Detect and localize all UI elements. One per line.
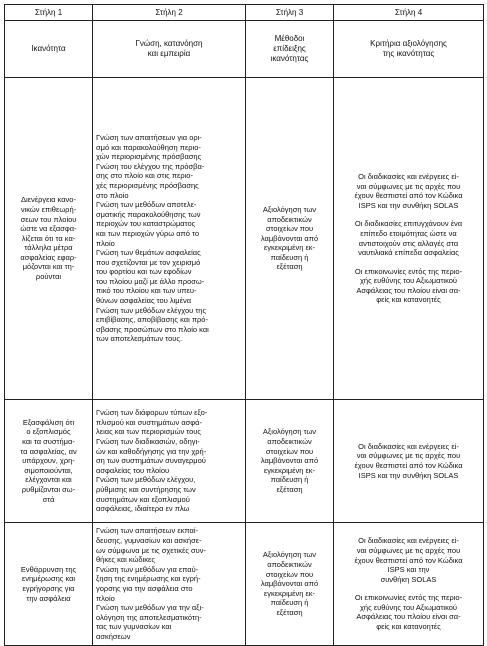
text-line: ασφαλείας του πλοίου (96, 465, 170, 475)
text-line: σματικής παρακολούθησης των (96, 209, 201, 219)
competence-cell (5, 523, 93, 646)
text-line: πλοίο (96, 593, 115, 603)
paragraph-gap (337, 584, 480, 593)
column-header-4: Στήλη 4 (334, 5, 484, 21)
text-line: ρούνται (35, 272, 62, 282)
text-line: ασφάλειας, ιδιαίτερα εν πλω (96, 504, 190, 514)
text-line: εγκεκριμένη εκ- (263, 465, 316, 475)
text-line: συστημάτων και εξοπλισμού (96, 494, 190, 504)
text-line: παίδευση ή (270, 598, 309, 608)
column-title-criteria (334, 21, 484, 78)
criteria-cell (334, 523, 484, 646)
text-line: τάλληλα μέτρα (24, 243, 73, 253)
text-line: ρύθμισης και συντήρησης των (96, 484, 196, 494)
text-line: στά (42, 494, 55, 504)
column-header-3: Στήλη 3 (246, 5, 334, 21)
text-line: λειας και των περιορισμών τους (96, 427, 202, 437)
competence-table (4, 4, 484, 646)
text-line: τα ασφαλείας, αν (20, 446, 77, 456)
column-title-competence (5, 21, 93, 78)
column-title-methods (246, 21, 334, 78)
criteria-cell (334, 400, 484, 523)
text-line: Ασφάλειας του πλοίου είναι σα- (356, 285, 461, 295)
text-line: ναι σύμφωνες με τις αρχές που (356, 545, 461, 555)
text-line: Γνώση των διαδικασιών, οδηγι- (96, 437, 200, 447)
text-line: του πλοίου μαζί με άλλο προσω- (96, 276, 205, 286)
methods-cell (246, 400, 334, 523)
text-line: που σχετίζονται με τον χειρισμό (96, 257, 201, 267)
text-line: Οι διαδικασίες επιτυγχάνουν ένα (354, 219, 463, 229)
text-line: ξηση της ενημέρωσης και εγρή- (96, 574, 201, 584)
text-line: Γνώση των μεθόδων ελέγχου της (96, 305, 207, 315)
table-row (5, 78, 484, 400)
text-line: συνθήκη SOLAS (380, 574, 437, 584)
text-line: νικών επιθεωρή- (20, 204, 77, 214)
methods-cell (246, 523, 334, 646)
text-line: στοιχείων που (265, 446, 314, 456)
text-line: ρυθμίζονται σω- (21, 484, 76, 494)
text-line: αποδεικτικών (267, 214, 312, 224)
text-line: αποδεικτικών (267, 437, 312, 447)
text-line: Οι επικοινωνίες εντός της περιο- (354, 266, 463, 276)
text-line: Ασφάλειας του πλοίου είναι σα- (356, 612, 461, 622)
column-title-row (5, 21, 484, 78)
column-header-2: Στήλη 2 (93, 5, 246, 21)
text-line: χών περιορισμένης πρόσβασης (96, 152, 202, 162)
knowledge-cell (93, 400, 246, 523)
text-line: Οι διαδικασίες και ενέργειες εί- (358, 171, 459, 181)
competence-cell (5, 78, 93, 400)
text-line: πλισμού και συστημάτων ασφά- (96, 417, 202, 427)
text-line: χές περιορισμένης πρόσβασης (96, 180, 199, 190)
text-line: εγρήγορσης για (22, 584, 75, 593)
paragraph-gap (337, 210, 480, 219)
text-line: σβασης προσώπων στο πλοίο και (96, 324, 209, 334)
methods-cell (246, 78, 334, 400)
text-line: ISPS και την συνθήκη SOLAS (358, 200, 459, 210)
text-line: αποδεικτικών (267, 560, 312, 570)
text-line: της ικανότητας (382, 49, 435, 58)
text-line: Γνώση των μεθόδων ελέγχου, (96, 475, 196, 485)
text-line: λίζεται ότι τα κα- (21, 233, 76, 243)
table-row (5, 400, 484, 523)
text-line: τας των γυμνασίων και (96, 622, 172, 632)
text-line: παίδευση ή (270, 252, 309, 262)
competence-cell (5, 400, 93, 523)
text-line: Διενέργεια κανο- (21, 195, 76, 205)
text-line: ναι σύμφωνες με τις αρχές που (356, 181, 461, 191)
text-line: και των περιοχών γύρω από το (96, 228, 199, 238)
text-line: ναυτιλιακά επίπεδα ασφαλείας (358, 248, 459, 258)
text-line: Οι επικοινωνίες εντός της περιο- (354, 593, 463, 603)
text-line: Γνώση, κατανόηση (135, 39, 203, 48)
text-line: ασκήσεων (96, 631, 131, 641)
text-line: στοιχείων που (265, 224, 314, 234)
text-line: Αξιολόγηση των (262, 204, 317, 214)
text-line: πλοίο (96, 238, 115, 248)
text-line: ελέγχονται και (25, 475, 72, 485)
text-line: δευσης, γυμνασίων και ασκήσε- (96, 536, 202, 546)
text-line: γορσης για την ασφάλεια στο (96, 584, 193, 593)
text-line: ων σύμφωνα με τις σχετικές συν- (96, 545, 207, 555)
text-line: Ενθάρρυνση της (20, 564, 77, 574)
text-line: λαμβάνονται από (260, 579, 319, 589)
text-line: ασφαλείας εφαρ- (20, 252, 77, 262)
paragraph-gap (337, 258, 480, 267)
text-line: σμό και παρακολούθηση περιο- (96, 142, 201, 152)
text-line: στοιχείων που (265, 569, 314, 579)
text-line: Γνώση των μεθόδων αποτελε- (96, 200, 197, 210)
text-line: θήκες και κώδικες (96, 555, 155, 565)
text-line: επίδειξης (273, 44, 306, 53)
text-line: εξέταση (276, 484, 303, 494)
knowledge-cell (93, 523, 246, 646)
text-line: Αξιολόγηση των (262, 550, 317, 560)
text-line: ση των συστημάτων συναγερμού (96, 456, 206, 466)
text-line: Οι διαδικασίες και ενέργειες εί- (358, 536, 459, 546)
text-line: επίπεδο ετοιμότητας ώστε να (360, 228, 457, 238)
text-line: ναι σύμφωνες με τις αρχές που (356, 451, 461, 461)
text-line: Γνώση των θεμάτων ασφαλείας (96, 248, 201, 258)
text-line: Οι διαδικασίες και ενέργειες εί- (358, 441, 459, 451)
text-line: ISPS και την συνθήκη SOLAS (358, 470, 459, 480)
text-line: αντιστοιχούν στις αλλαγές στα (358, 238, 459, 248)
text-line: περιοχών του καταστρώματος (96, 219, 196, 229)
column-number-row (5, 5, 484, 21)
text-line: σης στο πλοίο και στις περιο- (96, 171, 193, 181)
text-line: πικό του πλοίου και των υπευ- (96, 286, 197, 296)
text-line: σιμοποιούνται, (24, 465, 73, 475)
column-title-knowledge (93, 21, 246, 78)
text-line: Γνώση του ελέγχου της πρόσβα- (96, 161, 205, 171)
text-line: ολόγηση της αποτελεσματικότη- (96, 612, 202, 622)
text-line: επιβίβασης, αποβίβασης και πρό- (96, 315, 208, 325)
text-line: λαμβάνονται από (260, 456, 319, 466)
text-line: και τα συστήμα- (22, 437, 75, 447)
text-line: εγκεκριμένη εκ- (263, 243, 316, 253)
text-line: ών και καθοδήγησης για την χρή- (96, 446, 207, 456)
text-line: των αποτελεσμάτων τους. (96, 334, 183, 344)
text-line: εξέταση (276, 262, 303, 272)
text-line: έχουν θεσπιστεί από τον Κώδικα (354, 461, 463, 470)
text-line: ώστε να εξασφα- (20, 224, 77, 234)
text-line: ικανότητας (270, 54, 309, 63)
column-header-1: Στήλη 1 (5, 5, 93, 21)
text-line: ISPS και την (387, 565, 430, 575)
text-line: εγκεκριμένη εκ- (263, 588, 316, 598)
text-line: Κριτήρια αξιολόγησης (370, 39, 447, 48)
text-line: υπάρχουν, χρη- (22, 456, 75, 466)
text-line: Γνώση των απαιτήσεων για ορι- (96, 132, 202, 142)
text-line: παίδευση ή (270, 475, 309, 485)
text-line: θύνων ασφαλείας του λιμένα (96, 296, 192, 306)
text-line: εξέταση (276, 607, 303, 617)
text-line: μόζονται και τη- (22, 262, 75, 272)
text-line: την ασφάλεια (26, 593, 71, 603)
text-line: έχουν θεσπιστεί από τον Κώδικα (354, 191, 463, 201)
text-line: χής ευθύνης του Αξιωματικού (359, 276, 458, 286)
text-line: ο εξοπλισμός (26, 427, 71, 437)
text-line: Εξασφάλιση ότι (22, 417, 75, 427)
text-line: ενημέρωσης και (21, 574, 76, 584)
text-line: Γνώση των απαιτήσεων εκπαί- (96, 526, 199, 536)
text-line: έχουν θεσπιστεί από τον Κώδικα (354, 555, 463, 565)
text-line: Αξιολόγηση των (262, 427, 317, 437)
text-line: Μέθοδοι (274, 34, 305, 43)
text-line: Γνώση των μεθόδων για την αξι- (96, 603, 204, 613)
text-line: φείς και κατανοητές (376, 622, 441, 632)
text-line: Γνώση των μεθόδων για επαύ- (96, 564, 199, 574)
text-line: σεων του πλοίου (20, 214, 77, 224)
text-line: του φορτίου και των εφοδίων (96, 267, 192, 277)
text-line: και εμπειρία (147, 49, 191, 58)
text-line: λαμβάνονται από (260, 233, 319, 243)
text-line: φείς και κατανοητές (376, 295, 441, 305)
table-row (5, 523, 484, 646)
knowledge-cell (93, 78, 246, 400)
criteria-cell (334, 78, 484, 400)
text-line: Ικανότητα (31, 44, 66, 53)
text-line: στο πλοίο (96, 190, 129, 200)
text-line: χής ευθύνης του Αξιωματικού (359, 602, 458, 612)
text-line: Γνώση των διάφορων τύπων εξο- (96, 408, 208, 418)
